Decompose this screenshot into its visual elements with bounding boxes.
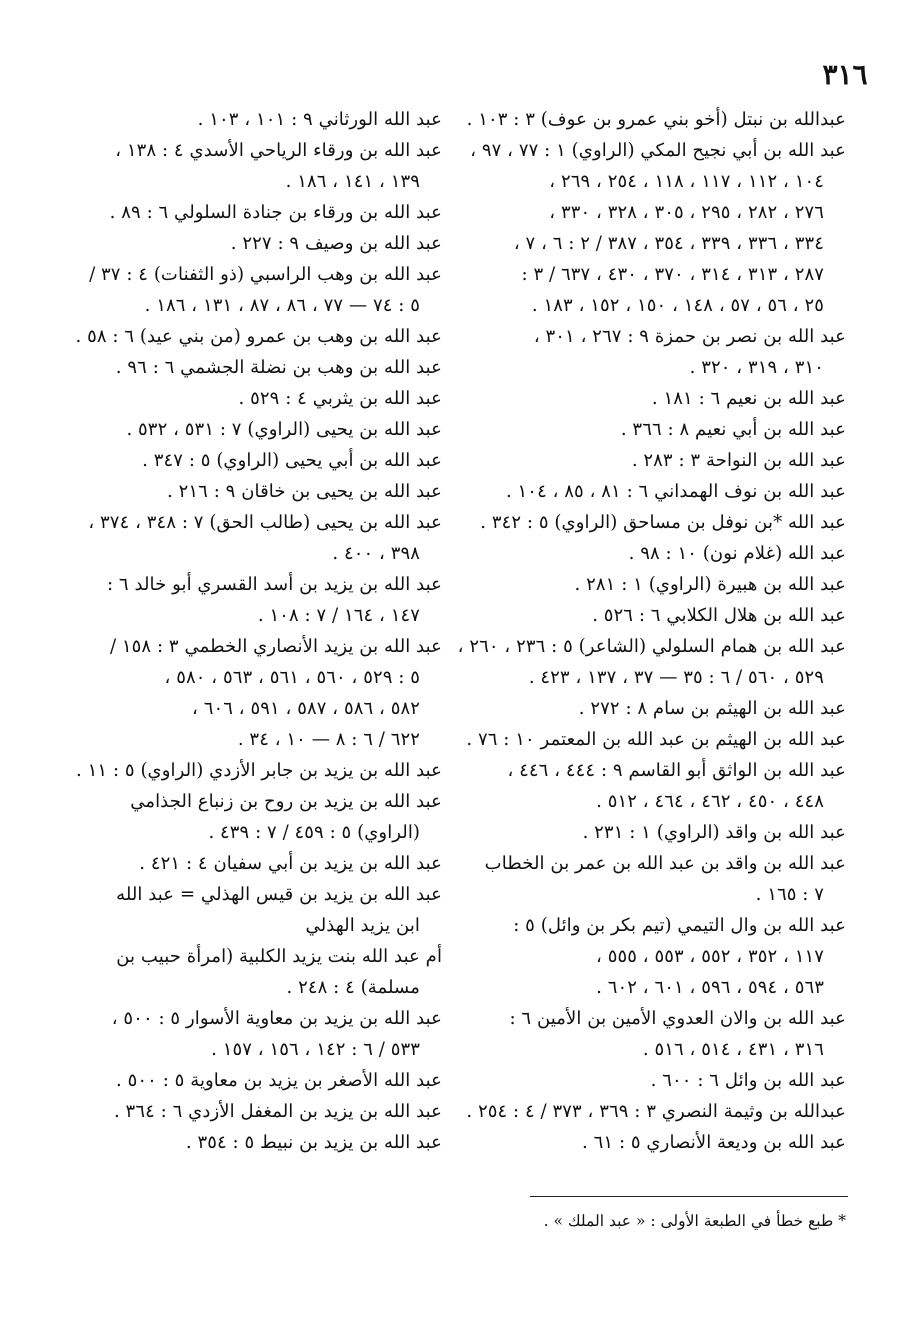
entry-heading-line: عبد الله بن يزيد بن معاوية الأسوار ٥ : ٥٠٠ ، <box>111 1008 442 1029</box>
index-entry <box>466 910 846 1003</box>
index-entry <box>70 941 442 1003</box>
entry-continuation-line: ٦٢٢ / ٦ : ٨ — ١٠ ، ٣٤ . <box>237 729 420 750</box>
entry-heading-line: عبد الله بن وال التيمي (تيم بكر بن وائل) ٥ : <box>513 915 846 936</box>
index-entry <box>70 259 442 321</box>
entry-heading-line: عبد الله بن يزيد الأنصاري الخطمي ٣ : ١٥٨ / <box>109 636 442 657</box>
entry-heading-line: عبد الله بن يحيى بن خاقان ٩ : ٢١٦ . <box>167 481 442 502</box>
index-entry <box>466 569 846 600</box>
entry-continuation-line: ١٣٩ ، ١٤١ ، ١٨٦ . <box>285 171 420 192</box>
entry-continuation-line: ٥٣٣ / ٦ : ١٤٢ ، ١٥٦ ، ١٥٧ . <box>211 1039 420 1060</box>
entry-heading-line: عبد الله بن يزيد بن روح بن زنباع الجذامي <box>130 791 442 812</box>
entry-continuation-line: ٣٩٨ ، ٤٠٠ . <box>332 543 420 564</box>
entry-continuation-line: ٥ : ٥٢٩ ، ٥٦٠ ، ٥٦١ ، ٥٦٣ ، ٥٨٠ ، <box>164 667 420 688</box>
entry-heading-line: عبد الله الورثاني ٩ : ١٠١ ، ١٠٣ . <box>197 109 442 130</box>
entry-continuation-line: مسلمة) ٤ : ٢٤٨ . <box>286 977 420 998</box>
entry-heading-line: عبد الله الأصغر بن يزيد بن معاوية ٥ : ٥٠٠ . <box>116 1070 442 1091</box>
entry-heading-line: عبد الله بن وهب بن عمرو (من بني عيد) ٦ : ٥٨ . <box>75 326 442 347</box>
entry-continuation-line: ٤٤٨ ، ٤٥٠ ، ٤٦٢ ، ٤٦٤ ، ٥١٢ . <box>596 791 824 812</box>
entry-continuation-line: ٣١٠ ، ٣١٩ ، ٣٢٠ . <box>689 357 824 378</box>
index-entry <box>466 1096 846 1127</box>
index-entry <box>466 1003 846 1065</box>
entry-heading-line: عبد الله بن الهيثم بن عبد الله بن المعتمر ١٠ : ٧٦ . <box>466 729 846 750</box>
entry-heading-line: عبد الله بن أبي نعيم ٨ : ٣٦٦ . <box>620 419 846 440</box>
entry-heading-line: عبد الله بن وهب الراسبي (ذو الثفنات) ٤ : ٣٧ / <box>89 264 442 285</box>
entry-continuation-line: ٥٨٢ ، ٥٨٦ ، ٥٨٧ ، ٥٩١ ، ٦٠٦ ، <box>192 698 420 719</box>
entry-continuation-line: ١١٧ ، ٣٥٢ ، ٥٥٢ ، ٥٥٣ ، ٥٥٥ ، <box>596 946 824 967</box>
right-column <box>457 104 846 1158</box>
index-entry <box>70 104 442 135</box>
index-entry <box>466 724 846 755</box>
page-number: ٣١٦ <box>822 58 868 91</box>
entry-continuation-line: ٥٦٣ ، ٥٩٤ ، ٥٩٦ ، ٦٠١ ، ٦٠٢ . <box>596 977 824 998</box>
entry-heading-line: عبد الله بن أبي يحيى (الراوي) ٥ : ٣٤٧ . <box>142 450 442 471</box>
index-entry <box>70 476 442 507</box>
index-entry <box>466 817 846 848</box>
index-entry <box>70 228 442 259</box>
index-entry <box>70 445 442 476</box>
entry-heading-line: عبد الله بن وصيف ٩ : ٢٢٧ . <box>230 233 442 254</box>
entry-heading-line: عبد الله بن النواحة ٣ : ٢٨٣ . <box>631 450 846 471</box>
index-entry <box>70 879 442 941</box>
index-entry <box>466 321 846 383</box>
entry-heading-line: عبد الله بن واقد (الراوي) ١ : ٢٣١ . <box>582 822 846 843</box>
entry-heading-line: أم عبد الله بنت يزيد الكلبية (امرأة حبيب بن <box>116 946 442 967</box>
entry-continuation-line: ٣٣٤ ، ٣٣٦ ، ٣٣٩ ، ٣٥٤ ، ٣٨٧ / ٢ : ٦ ، ٧ ، <box>513 233 824 254</box>
entry-heading-line: عبد الله بن نعيم ٦ : ١٨١ . <box>651 388 846 409</box>
index-entry <box>70 352 442 383</box>
entry-continuation-line: ٢٥ ، ٥٦ ، ٥٧ ، ١٤٨ ، ١٥٠ ، ١٥٢ ، ١٨٣ . <box>531 295 824 316</box>
index-entry <box>70 383 442 414</box>
entry-continuation-line: ٥ : ٧٤ — ٧٧ ، ٨٦ ، ٨٧ ، ١٣١ ، ١٨٦ . <box>144 295 420 316</box>
index-entry <box>466 135 846 321</box>
index-entry <box>70 507 442 569</box>
entry-continuation-line: ٥٢٩ ، ٥٦٠ / ٦ : ٣٥ — ٣٧ ، ١٣٧ ، ٤٢٣ . <box>528 667 824 688</box>
entry-heading-line: عبد الله بن وهب بن نضلة الجشمي ٦ : ٩٦ . <box>115 357 442 378</box>
index-entry <box>70 1065 442 1096</box>
index-entry <box>70 1096 442 1127</box>
entry-heading-line: عبدالله بن نبتل (أخو بني عمرو بن عوف) ٣ : ١٠٣ . <box>466 109 846 130</box>
index-entry <box>70 569 442 631</box>
entry-heading-line: عبد الله (غلام نون) ١٠ : ٩٨ . <box>628 543 846 564</box>
entry-heading-line: عبدالله بن وثيمة النصري ٣ : ٣٦٩ ، ٣٧٣ / ٤ : ٢٥٤ . <box>466 1101 846 1122</box>
index-entry <box>466 600 846 631</box>
entry-heading-line: عبد الله بن يثربي ٤ : ٥٢٩ . <box>238 388 442 409</box>
index-entry <box>466 1065 846 1096</box>
left-column <box>70 104 442 1158</box>
index-entry <box>466 414 846 445</box>
entry-heading-line: عبد الله بن وديعة الأنصاري ٥ : ٦١ . <box>582 1132 846 1153</box>
entry-heading-line: عبد الله بن هبيرة (الراوي) ١ : ٢٨١ . <box>574 574 846 595</box>
entry-heading-line: عبد الله بن أبي نجيح المكي (الراوي) ١ : ٧٧ ، ٩٧ ، <box>470 140 846 161</box>
index-entry <box>70 755 442 786</box>
index-entry <box>70 631 442 755</box>
entry-heading-line: عبد الله بن همام السلولي (الشاعر) ٥ : ٢٣٦ ، ٢٦٠ ، <box>457 636 846 657</box>
entry-heading-line: عبد الله بن ورقاء الرياحي الأسدي ٤ : ١٣٨ ، <box>115 140 442 161</box>
entry-heading-line: عبد الله بن نصر بن حمزة ٩ : ٢٦٧ ، ٣٠١ ، <box>533 326 846 347</box>
entry-heading-line: عبد الله بن والان العدوي الأمين بن الأمين ٦ : <box>509 1008 846 1029</box>
entry-heading-line: عبد الله *بن نوفل بن مساحق (الراوي) ٥ : ٣٤٢ . <box>480 512 846 533</box>
index-entry <box>457 631 846 693</box>
index-entry <box>70 321 442 352</box>
entry-heading-line: عبد الله بن الهيثم بن سام ٨ : ٢٧٢ . <box>578 698 846 719</box>
entry-heading-line: عبد الله بن يزيد بن قيس الهذلي = عبد الله <box>116 884 442 905</box>
entry-heading-line: عبد الله بن يزيد بن المغفل الأزدي ٦ : ٣٦٤ . <box>113 1101 442 1122</box>
index-entry <box>70 1003 442 1065</box>
entry-heading-line: عبد الله بن نوف الهمداني ٦ : ٨١ ، ٨٥ ، ١٠٤ . <box>505 481 846 502</box>
index-entry <box>466 693 846 724</box>
entry-heading-line: عبد الله بن يزيد بن أسد القسري أبو خالد ٦ : <box>106 574 442 595</box>
index-entry <box>70 848 442 879</box>
entry-continuation-line: ١٠٤ ، ١١٢ ، ١١٧ ، ١١٨ ، ٢٥٤ ، ٢٦٩ ، <box>549 171 824 192</box>
index-entry <box>70 1127 442 1158</box>
entry-heading-line: عبد الله بن هلال الكلابي ٦ : ٥٢٦ . <box>592 605 846 626</box>
index-entry <box>466 104 846 135</box>
index-entry <box>70 197 442 228</box>
entry-heading-line: عبد الله بن الواثق أبو القاسم ٩ : ٤٤٤ ، ٤٤٦ ، <box>507 760 846 781</box>
footnote-divider <box>530 1196 848 1197</box>
entry-continuation-line: ٧ : ١٦٥ . <box>755 884 824 905</box>
entry-continuation-line: ٢٧٦ ، ٢٨٢ ، ٢٩٥ ، ٣٠٥ ، ٣٢٨ ، ٣٣٠ ، <box>549 202 824 223</box>
entry-continuation-line: (الراوي) ٥ : ٤٥٩ / ٧ : ٤٣٩ . <box>208 822 420 843</box>
index-entry <box>70 786 442 848</box>
index-entry <box>466 1127 846 1158</box>
entry-continuation-line: ٣١٦ ، ٤٣١ ، ٥١٤ ، ٥١٦ . <box>642 1039 824 1060</box>
entry-heading-line: عبد الله بن واقد بن عبد الله بن عمر بن الخطاب <box>484 853 846 874</box>
entry-continuation-line: ابن يزيد الهذلي <box>305 915 420 936</box>
index-entry <box>70 135 442 197</box>
index-entry <box>466 445 846 476</box>
index-entry <box>466 383 846 414</box>
index-entry <box>466 476 846 507</box>
entry-heading-line: عبد الله بن يزيد بن نبيط ٥ : ٣٥٤ . <box>185 1132 442 1153</box>
index-entry <box>466 848 846 910</box>
index-entry <box>466 538 846 569</box>
entry-heading-line: عبد الله بن ورقاء بن جنادة السلولي ٦ : ٨٩ . <box>109 202 442 223</box>
entry-heading-line: عبد الله بن وائل ٦ : ٦٠٠ . <box>650 1070 846 1091</box>
entry-heading-line: عبد الله بن يحيى (الراوي) ٧ : ٥٣١ ، ٥٣٢ . <box>126 419 442 440</box>
entry-heading-line: عبد الله بن يحيى (طالب الحق) ٧ : ٣٤٨ ، ٣٧٤ ، <box>88 512 442 533</box>
footnote: * طبع خطأ في الطبعة الأولى : « عبد الملك » . <box>543 1212 846 1230</box>
index-entry <box>466 755 846 817</box>
entry-heading-line: عبد الله بن يزيد بن أبي سفيان ٤ : ٤٢١ . <box>139 853 442 874</box>
index-entry <box>70 414 442 445</box>
entry-continuation-line: ١٤٧ ، ١٦٤ / ٧ : ١٠٨ . <box>257 605 420 626</box>
entry-heading-line: عبد الله بن يزيد بن جابر الأزدي (الراوي) ٥ : ١١ . <box>76 760 442 781</box>
entry-continuation-line: ٢٨٧ ، ٣١٣ ، ٣١٤ ، ٣٧٠ ، ٤٣٠ ، ٦٣٧ / ٣ : <box>521 264 824 285</box>
index-entry <box>466 507 846 538</box>
